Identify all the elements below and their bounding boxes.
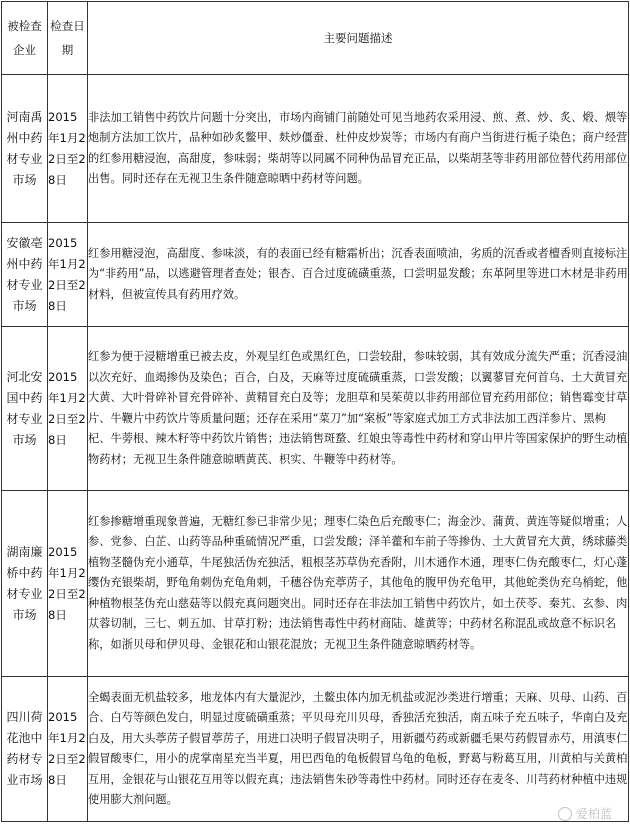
problem-description: 非法加工销售中药饮片问题十分突出，市场内商铺门前随处可见当地药农采用浸、煎、煮、炒、炙、煅、煨等炮制方法加工饮片，品种如砂炙鳖甲、麸炒僵蚕、杜仲皮炒炭等；市场内有商户当街进行栀子染色；商户经营的红参用糖浸泡，高甜度，参味弱；柴胡等以同属不同种伪品冒充正品，以柴胡茎等非药用部位替代药用部位出售。同时还存在无视卫生条件随意晾晒中药材等问题。 xyxy=(88,75,629,223)
market-name: 河南禹州中药材专业市场 xyxy=(2,75,48,223)
market-name: 湖南廉桥中药材专业市场 xyxy=(2,491,48,677)
inspection-date: 2015年1月22日至28日 xyxy=(48,223,88,327)
inspection-date: 2015年1月22日至28日 xyxy=(48,75,88,223)
header-date: 检查日期 xyxy=(48,2,88,75)
inspection-date: 2015年1月22日至28日 xyxy=(48,677,88,822)
problem-description: 全蝎表面无机盐较多，地龙体内有大量泥沙，土鳖虫体内加无机盐或泥沙类进行增重；天麻、贝母、山药、百合、白芍等颜色发白，明显过度硫磺重蒸；平贝母充川贝母，香独活充独活，南五味子充五味子，华南白及充白及，用大头葶苈子假冒葶苈子，用进口决明子假冒决明子，用新疆芍药或新疆毛果芍药假冒赤芍，用滇枣仁假冒酸枣仁，用小的虎掌南星充当半夏，用巴西龟的龟板假冒乌龟的龟板，野葛与粉葛互用，川黄柏与关黄柏互用，金银花与山银花互用等以假充真；违法销售朱砂等毒性中药材。同时还存在麦冬、川芎药材种植中违规使用膨大剂问题。 xyxy=(88,677,629,822)
inspection-table xyxy=(1,1,629,822)
header-description: 主要问题描述 xyxy=(88,2,629,75)
table-row xyxy=(2,223,629,327)
header-company: 被检查企业 xyxy=(2,2,48,75)
table-header-row xyxy=(2,2,629,75)
problem-description: 红参掺糖增重现象普遍，无糖红参已非常少见；理枣仁染色后充酸枣仁；海金沙、蒲黄、黄连等疑似增重；人参、党参、白芷、山药等品种重硫情况严重，口尝发酸；泽羊藿和车前子等掺伪、土大黄冒充大黄，绣球藤类植物茎髓伪充小通草，牛尾独活伪充独活，粗根茎苏草伪充香附，川木通作木通，理枣仁伪充酸枣仁，灯心蓬缨伪充银柴胡，野龟角刺伪充龟角刺，千穗谷伪充葶苈子，其他龟的腹甲伪充龟甲，其他蛇类伪充乌梢蛇，他种植物根茎伪充山慈菇等以假充真问题突出。同时还存在非法加工销售中药饮片，如土茯苓、秦艽、玄参、肉苁蓉切制，三七、刺五加、甘草打粉；违法销售毒性中药材商陆、雄黄等；中药材名称混乱或故意不标识名称，如浙贝母和伊贝母、金银花和山银花混放；无视卫生条件随意晾晒药材等。 xyxy=(88,491,629,677)
table-row xyxy=(2,677,629,822)
watermark-text: 爱柏蓝 xyxy=(575,807,612,821)
table-row xyxy=(2,491,629,677)
inspection-date: 2015年1月22日至28日 xyxy=(48,491,88,677)
market-name: 四川荷花池中药材专业市场 xyxy=(2,677,48,822)
market-name: 河北安国中药材专业市场 xyxy=(2,327,48,491)
table-row xyxy=(2,75,629,223)
inspection-date: 2015年1月22日至28日 xyxy=(48,327,88,491)
market-name: 安徽亳州中药材专业市场 xyxy=(2,223,48,327)
problem-description: 红参为便于浸糖增重已被去皮，外观呈红色或黑红色，口尝较甜，参味较弱，其有效成分流失严重；沉香浸油以次充好、血竭掺伪及染色；百合，白及，天麻等过度硫磺重蒸，口尝发酸；以翼蓼冒充何首乌、土大黄冒充大黄、大叶骨碎补冒充骨碎补、黄精冒充白及等；龙胆草和吴茱萸以非药用部位冒充药用部位；销售霉变甘草片、牛鞭片中药饮片等质量问题；还存在采用“菜刀”加“案板”等家庭式加工方式非法加工西洋参片、黑枸杞、牛蒡根、辣木籽等中药饮片销售；违法销售斑蝥、红娘虫等毒性中药材和穿山甲片等国家保护的野生动植物药材；无视卫生条件随意晾晒黄芪、枳实、牛鞭等中药材等。 xyxy=(88,327,629,491)
table-row xyxy=(2,327,629,491)
problem-description: 红参用糖浸泡，高甜度、参味淡，有的表面已经有糖霜析出；沉香表面喷油，劣质的沉香或者檀香则直接标注为“非药用”品，以逃避管理者查处；银杏、百合过度硫磺重蒸，口尝明显发酸；东革阿里等进口木材是非药用材料，但被宣传具有药用疗效。 xyxy=(88,223,629,327)
